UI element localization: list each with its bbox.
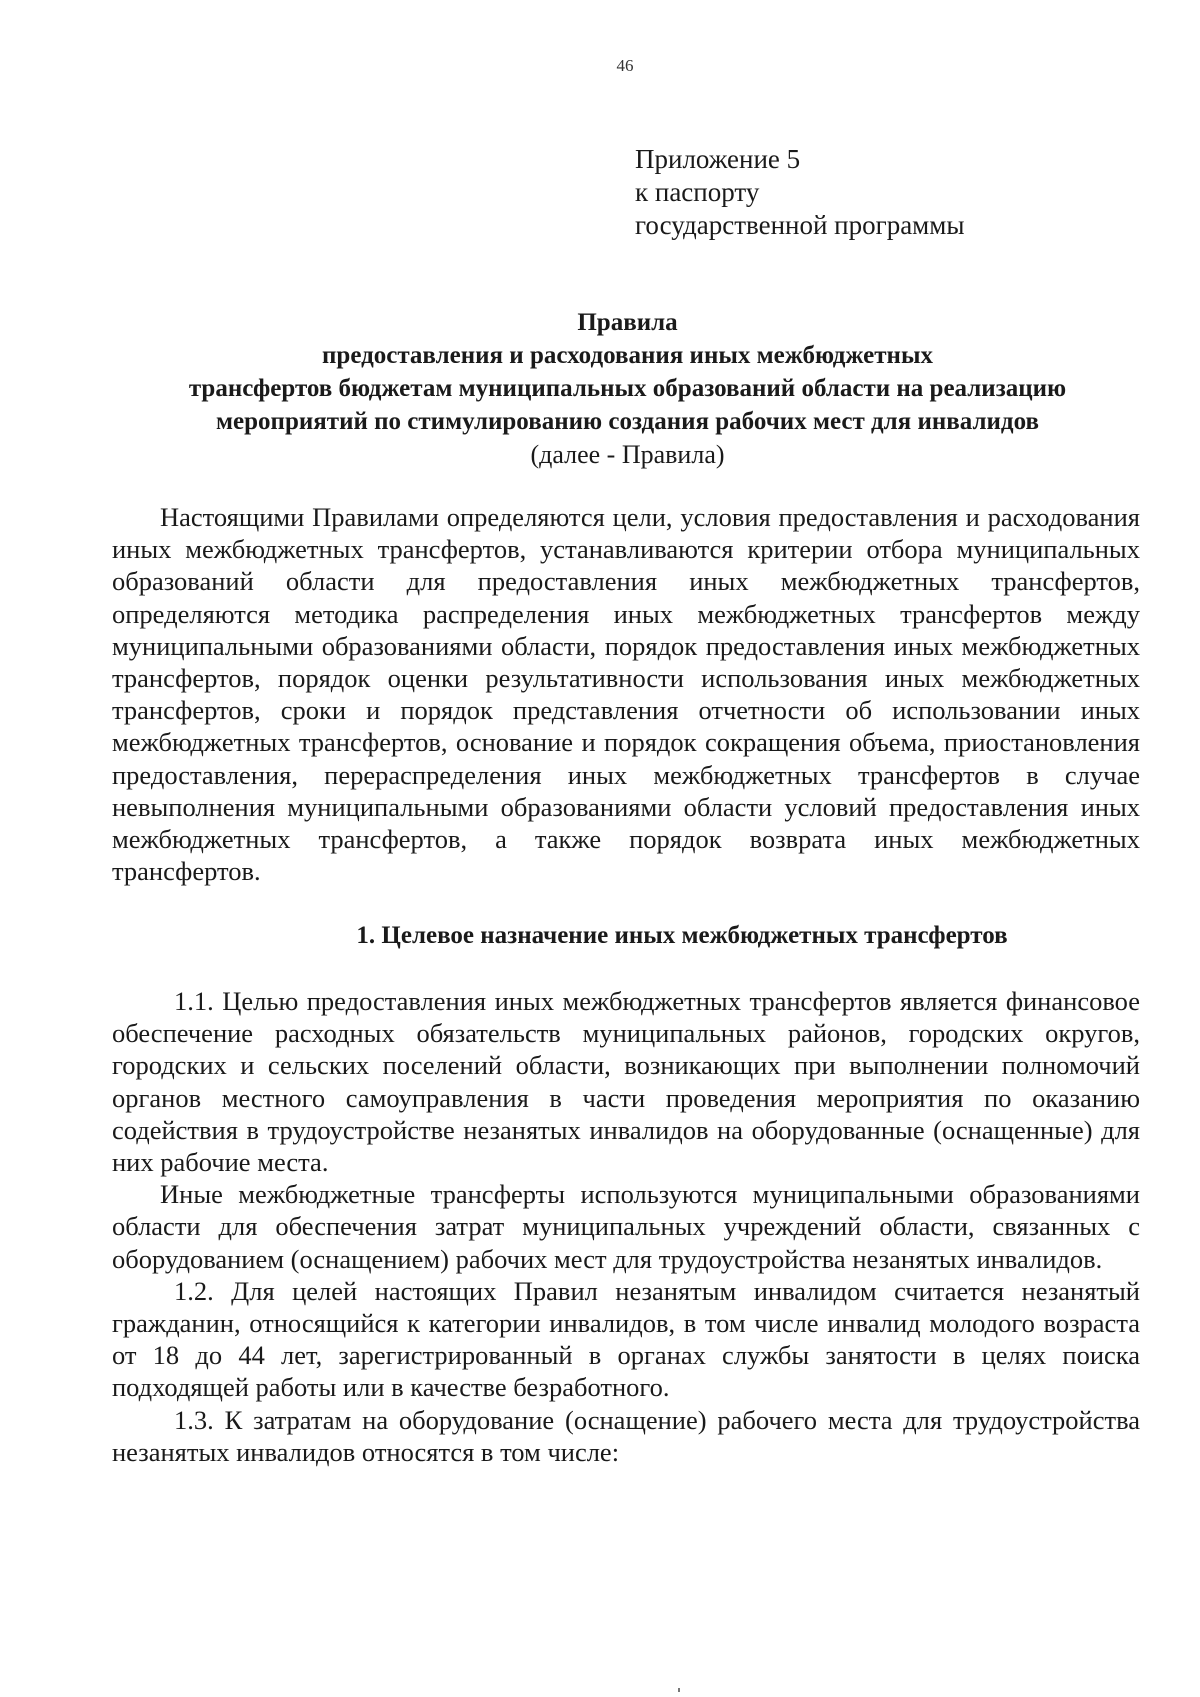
paragraph-1-1: 1.1. Целью предоставления иных межбюджетных трансфертов является финансовое обеспечение расходных обязательств муниципальных районов, городских округов, городских и сельских поселений области, возникающих при выполнении полномочий органов местного самоуправления в части проведения мероприятия по оказанию содействия в трудоустройстве незанятых инвалидов на оборудованные (оснащенные) для них рабочие места. <box>112 986 1140 1178</box>
scan-artifact <box>678 1688 680 1692</box>
paragraph-1-1-continued: Иные межбюджетные трансферты используются муниципальными образованиями области для обеспечения затрат муниципальных учреждений области, связанных с оборудованием (оснащением) рабочих мест для трудоустройства незанятых инвалидов. <box>112 1179 1140 1274</box>
intro-paragraph: Настоящими Правилами определяются цели, условия предоставления и расходования иных межбюджетных трансфертов, устанавливаются критерии отбора муниципальных образований области для предоставления иных межбюджетных трансфертов, определяются методика распределения иных межбюджетных трансфертов между муниципальными образованиями области, порядок предоставления иных межбюджетных трансфертов, порядок оценки результативности использования иных межбюджетных трансфертов, сроки и порядок представления отчетности об использовании иных межбюджетных трансфертов, основание и порядок сокращения объема, приостановления предоставления, перераспределения иных межбюджетных трансфертов в случае невыполнения муниципальными образованиями области условий предоставления иных межбюджетных трансфертов, а также порядок возврата иных межбюджетных трансфертов. <box>112 502 1140 887</box>
appendix-line-3: государственной программы <box>635 210 965 240</box>
title-line-4: мероприятий по стимулированию создания рабочих мест для инвалидов <box>216 408 1039 435</box>
title-line-3: трансфертов бюджетам муниципальных образований области на реализацию <box>188 375 1067 402</box>
document-title <box>110 306 1145 471</box>
intro-paragraph-block <box>112 501 1140 887</box>
section-1-heading: 1. Целевое назначение иных межбюджетных трансфертов <box>356 922 1008 949</box>
paragraph-1-3: 1.3. К затратам на оборудование (оснащение) рабочего места для трудоустройства незанятых инвалидов относятся в том числе: <box>112 1404 1140 1467</box>
appendix-note <box>635 143 965 242</box>
paragraph-1-2: 1.2. Для целей настоящих Правил незанятым инвалидом считается незанятый гражданин, относящийся к категории инвалидов, в том числе инвалид молодого возраста от 18 до 44 лет, зарегистрированный в органах службы занятости в целях поиска подходящей работы или в качестве безработного. <box>112 1275 1140 1403</box>
title-line-5: (далее - Правила) <box>530 440 725 469</box>
section-1-body <box>112 985 1140 1468</box>
appendix-line-1: Приложение 5 <box>635 144 801 174</box>
appendix-line-2: к паспорту <box>635 177 760 207</box>
page-number: 46 <box>616 56 634 75</box>
title-line-1: Правила <box>577 309 678 336</box>
title-line-2: предоставления и расходования иных межбюджетных <box>322 342 933 369</box>
